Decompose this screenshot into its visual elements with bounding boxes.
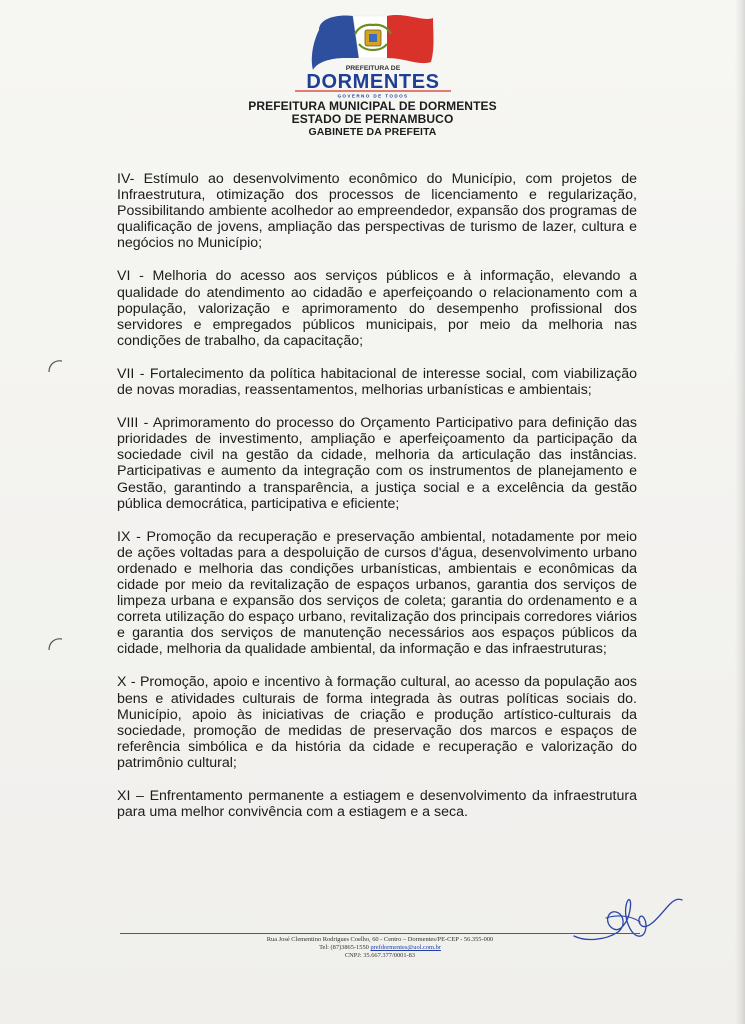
punch-hole-bottom xyxy=(46,634,66,654)
footer-tel: Tel: (87)3865-1550 xyxy=(319,944,369,951)
paragraph-vi: VI - Melhoria do acesso aos serviços públicos e à informação, elevando a qualidade do atendimento ao cidadão e aperfeiçoando o relacionamento com a população, valorização e aprimoramento do desempenho profissional dos servidores e empregados públicos municipais, por meio da melhoria nas condições de trabalho, da capacitação; xyxy=(117,268,637,349)
paragraph-x: X - Promoção, apoio e incentivo à formação cultural, ao acesso da população aos bens e atividades culturais de forma integrada às outras políticas sociais do. Município, apoio às iniciativas de criação e produção artístico-culturais da sociedade, promoção de medidas de preservação dos marcos e espaços de referência simbólica e da história da cidade e recuperação e valorização do patrimônio cultural; xyxy=(117,674,637,771)
punch-hole-top xyxy=(46,356,66,376)
footer-address: Rua José Clementino Rodrigues Coelho, 60 - Centro – Dormentes/PE-CEP - 56.355-000 xyxy=(266,936,494,943)
document-body xyxy=(117,171,637,837)
logo-tagline: GOVERNO DE TODOS xyxy=(337,93,409,99)
municipality-name: PREFEITURA MUNICIPAL DE DORMENTES xyxy=(248,99,497,113)
flag-blue-field xyxy=(312,16,359,70)
footer-email[interactable]: prefdormentes@uol.com.br xyxy=(370,944,441,951)
logo-small-text: PREFEITURA DE xyxy=(345,65,401,72)
paragraph-iv: IV- Estímulo ao desenvolvimento econômico do Município, com projetos de Infraestrutura, otimização dos processos de licenciamento e regularização, Possibilitando ambiente acolhedor ao empreendedor, expansão dos programas de qualificação de jovens, ampliação das perspectivas de turismo de lazer, cultura e negócios no Município; xyxy=(117,171,637,252)
office-name: GABINETE DA PREFEITA xyxy=(308,126,437,138)
letterhead xyxy=(0,100,745,139)
logo-main-text: DORMENTES xyxy=(306,71,440,93)
dormentes-logo xyxy=(283,8,463,100)
paragraph-xi: XI – Enfrentamento permanente a estiagem e desenvolvimento da infraestrutura para uma melhor convivência com a estiagem e a seca. xyxy=(117,788,637,821)
paragraph-viii: VIII - Aprimoramento do processo do Orçamento Participativo para definição das prioridades de investimento, ampliação e aperfeiçoamento da participação da sociedade civil na gestão da cidade, melhoria da articulação das instâncias. Participativas e aumento da integração com os instrumentos de planejamento e Gestão, garantindo a transparência, a justiça social e a excelência da gestão pública democrática, participativa e eficiente; xyxy=(117,415,637,512)
page-edge-shadow xyxy=(735,0,745,1024)
paragraph-ix: IX - Promoção da recuperação e preservação ambiental, notadamente por meio de ações voltadas para a despoluição de cursos d'água, desenvolvimento urbano ordenado e melhoria das condições urbanísticas, ambientais e econômicas da cidade por meio da revitalização de espaços urbanos, garantia dos serviços de limpeza urbana e expansão dos serviços de coleta; garantia do ordenamento e a correta utilização do espaço urbano, revitalização dos principais corredores viários e garantia dos serviços de manutenção necessários aos espaços públicos da cidade, melhoria da qualidade ambiental, da informação e das infraestruturas; xyxy=(117,528,637,658)
footer-rule xyxy=(120,933,640,934)
flag-red-field xyxy=(387,15,434,63)
state-name: ESTADO DE PERNAMBUCO xyxy=(291,112,454,126)
footer-cnpj: CNPJ: 35.667.377/0001-83 xyxy=(344,952,416,959)
footer xyxy=(120,936,640,960)
footer-contact xyxy=(120,944,640,952)
paragraph-vii: VII - Fortalecimento da política habitacional de interesse social, com viabilização de novas moradias, reassentamentos, melhorias urbanísticas e ambientais; xyxy=(117,365,637,399)
